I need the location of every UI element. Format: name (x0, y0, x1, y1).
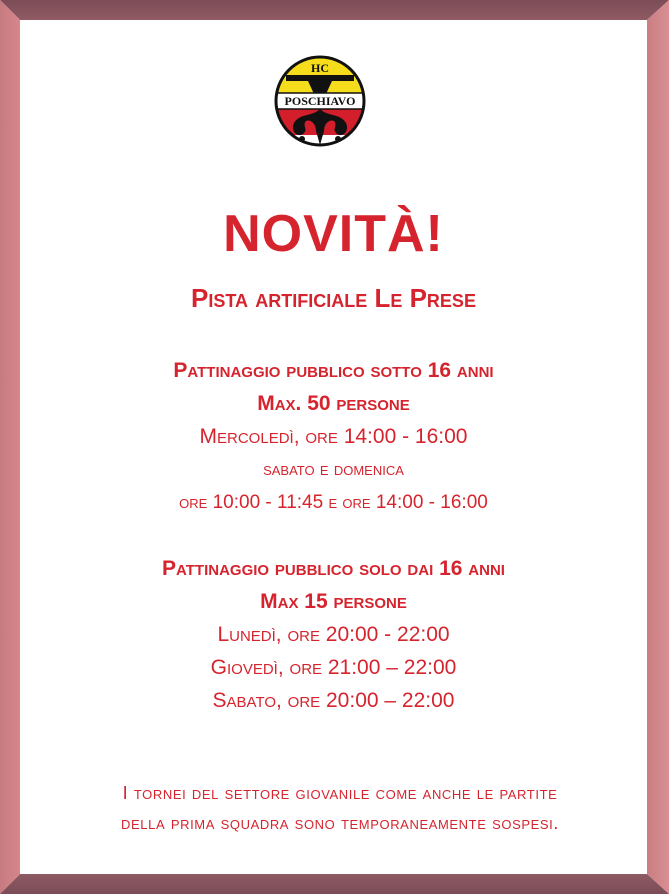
page-title: NOVITÀ! (223, 205, 444, 263)
schedule-line: sabato e domenica (263, 459, 404, 480)
poster-panel (20, 20, 647, 874)
frame-right-edge (647, 0, 669, 894)
schedule-line: ore 10:00 - 11:45 e ore 14:00 - 16:00 (179, 492, 488, 513)
frame-left-edge (0, 0, 20, 894)
hc-poschiavo-logo (272, 53, 368, 153)
schedule-line: Giovedì, ore 21:00 – 22:00 (210, 656, 457, 679)
capacity-label: Max. 50 persone (257, 392, 410, 415)
schedule-line: Sabato, ore 20:00 – 22:00 (212, 689, 455, 712)
subtitle: Pista artificiale Le Prese (191, 283, 476, 313)
frame-top-edge (0, 0, 669, 20)
notice-line: I tornei del settore giovanile come anche le partite (122, 783, 558, 803)
section-heading: Pattinaggio pubblico sotto 16 anni (173, 359, 494, 382)
schedule-under-16 (20, 354, 647, 519)
section-heading: Pattinaggio pubblico solo dai 16 anni (162, 557, 505, 580)
schedule-line: Mercoledì, ore 14:00 - 16:00 (199, 425, 468, 448)
logo-name-text: POSCHIAVO (284, 94, 356, 108)
schedule-line: Lunedì, ore 20:00 - 22:00 (217, 623, 450, 646)
notice-line: della prima squadra sono temporaneamente sospesi. (121, 813, 559, 833)
frame-bottom-edge (0, 874, 669, 894)
suspension-notice (60, 778, 620, 838)
logo-hc-text: HC (311, 61, 329, 75)
schedule-over-16 (20, 552, 647, 717)
capacity-label: Max 15 persone (260, 590, 407, 613)
